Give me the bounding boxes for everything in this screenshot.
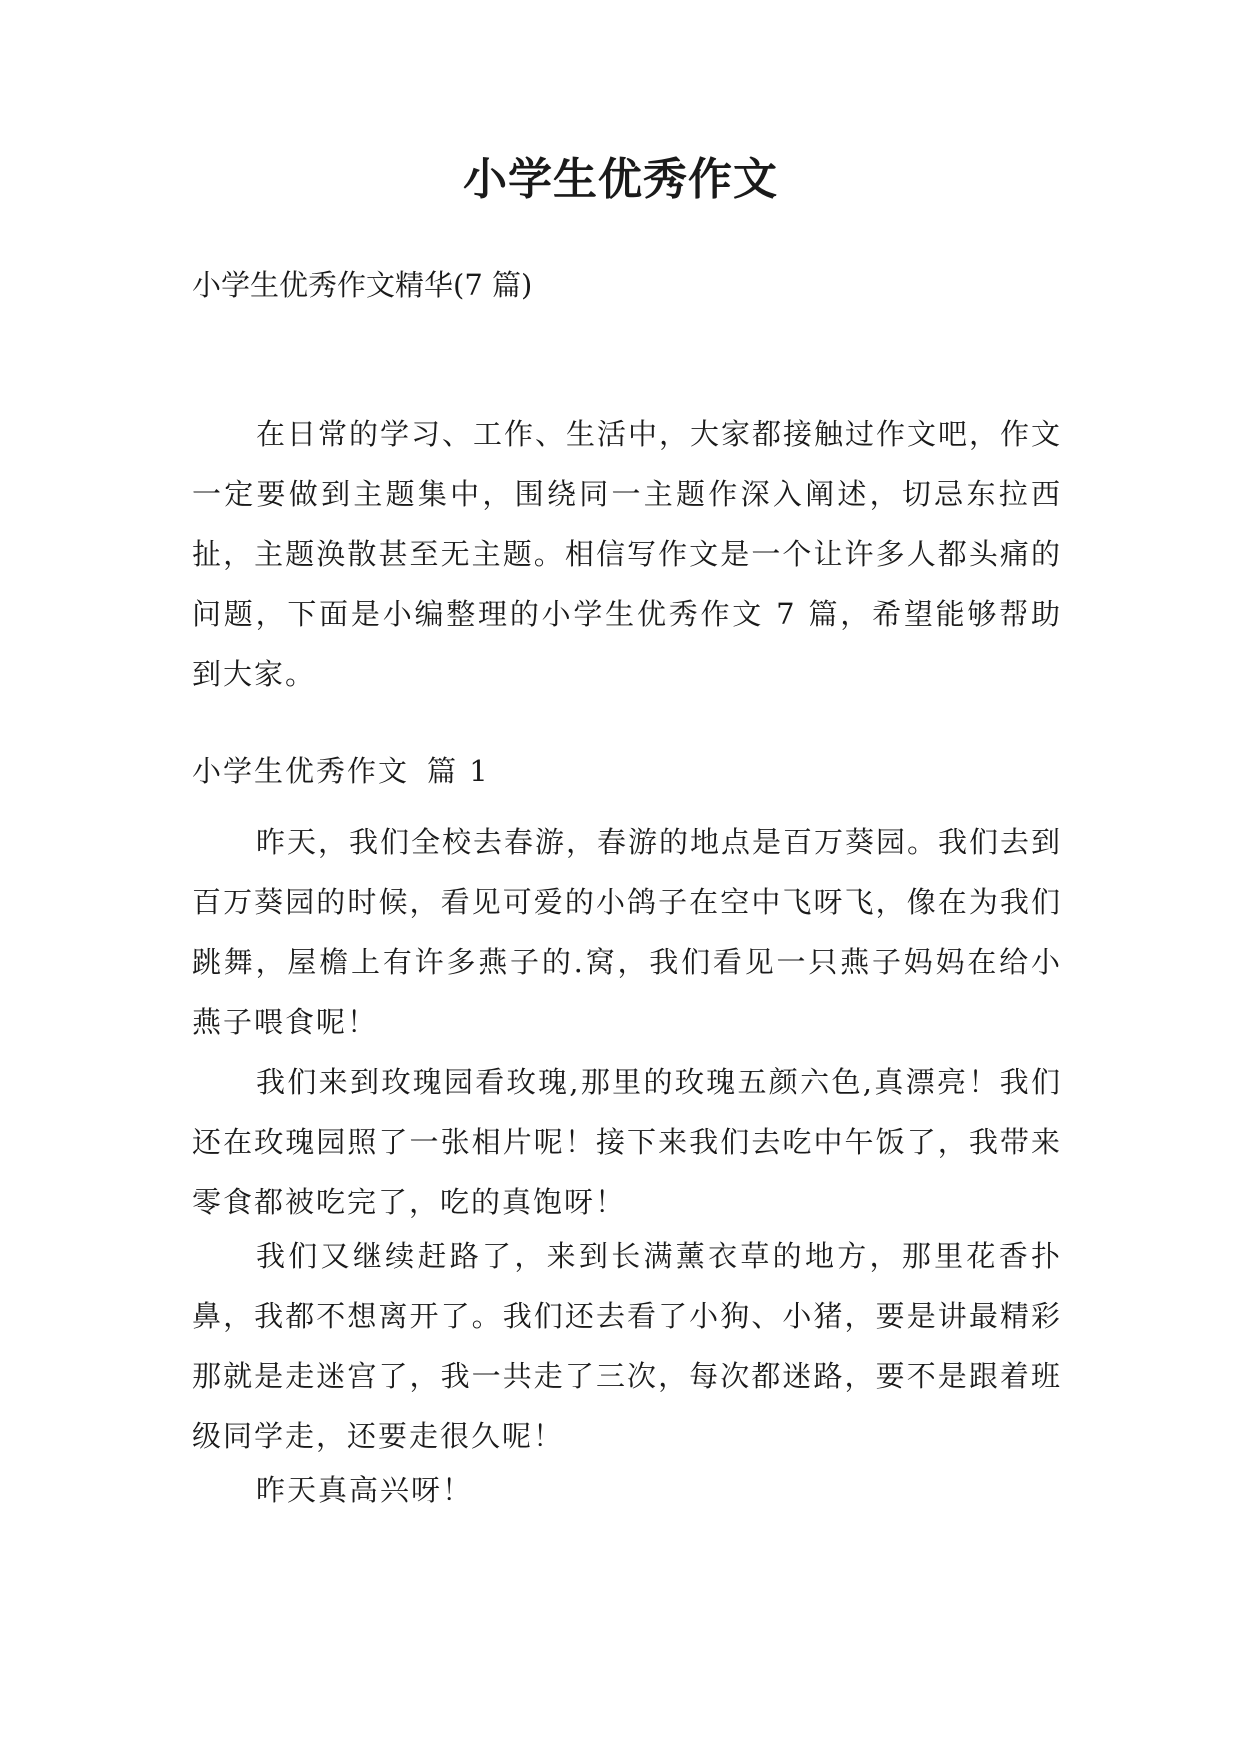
document-subtitle: 小学生优秀作文精华(7 篇)	[192, 268, 533, 302]
section-heading-title: 小学生优秀作文	[192, 754, 410, 788]
essay-paragraph-3: 我们又继续赶路了，来到长满薰衣草的地方，那里花香扑鼻，我都不想离开了。我们还去看了小狗、小猪，要是讲最精彩那就是走迷宫了，我一共走了三次，每次都迷路，要不是跟着班级同学走，还要走很久呢！	[192, 1239, 1062, 1453]
essay-paragraph-4: 昨天真高兴呀！	[256, 1473, 474, 1507]
essay-paragraph-2: 我们来到玫瑰园看玫瑰,那里的玫瑰五颜六色,真漂亮！我们还在玫瑰园照了一张相片呢！接下来我们去吃中午饭了，我带来零食都被吃完了，吃的真饱呀！	[192, 1065, 1062, 1219]
document-title: 小学生优秀作文	[463, 154, 778, 205]
section-heading-number: 篇 1	[427, 754, 490, 788]
section-heading	[192, 751, 1062, 791]
essay-paragraph-1: 昨天，我们全校去春游，春游的地点是百万葵园。我们去到百万葵园的时候，看见可爱的小鸽子在空中飞呀飞，像在为我们跳舞，屋檐上有许多燕子的.窝，我们看见一只燕子妈妈在给小燕子喂食呢！	[192, 825, 1063, 1039]
intro-paragraph: 在日常的学习、工作、生活中，大家都接触过作文吧，作文一定要做到主题集中，围绕同一主题作深入阐述，切忌东拉西扯，主题涣散甚至无主题。相信写作文是一个让许多人都头痛的问题，下面是小编整理的小学生优秀作文 7 篇，希望能够帮助到大家。	[192, 417, 1063, 691]
